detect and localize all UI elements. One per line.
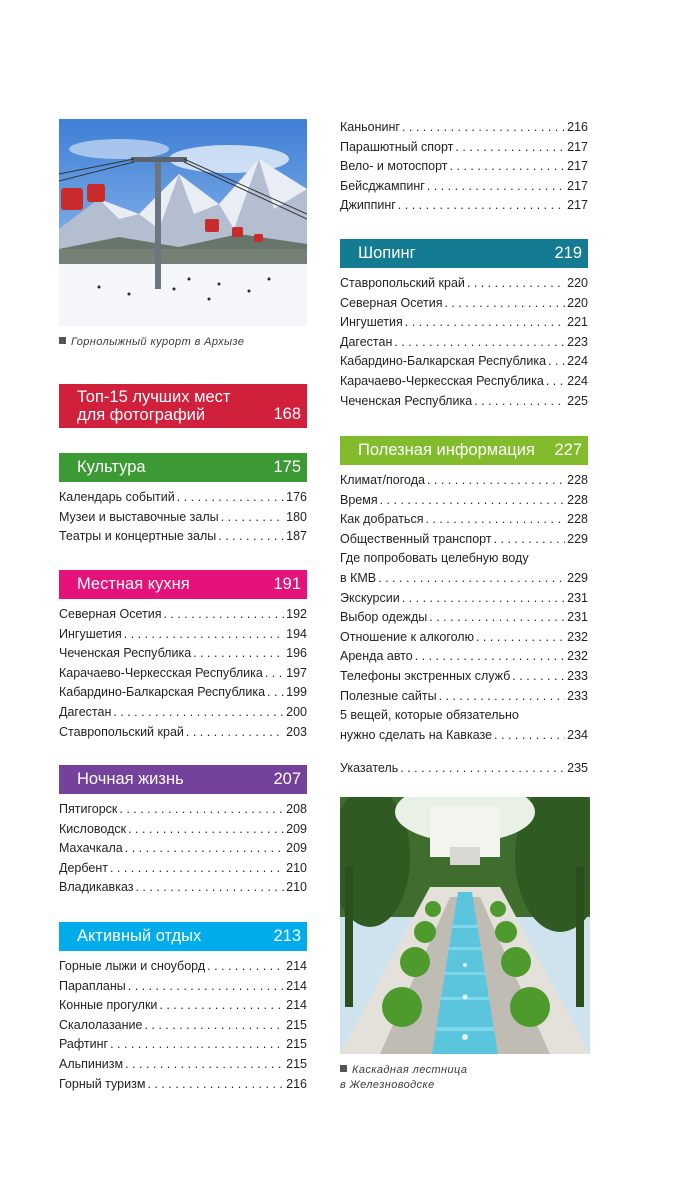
entry-title: Климат/погода [340,473,425,487]
entry-title-line2: нужно сделать на Кавказе [340,727,493,742]
entry-page: 217 [567,159,588,174]
entry-title: Выбор одежды [340,610,428,625]
entry-title: Музеи и выставочные залы [59,509,219,524]
entry-page: 225 [567,393,588,408]
top15-title-line1: Топ-15 лучших мест [77,388,231,406]
dot-leader [177,488,284,508]
entry-page: 200 [286,704,307,719]
entry-page: 214 [286,978,307,993]
section-nightlife-header[interactable] [59,765,307,794]
entry-title: Ставропольский край [340,276,465,290]
stairs-photo [340,797,590,1054]
cuisine-page: 191 [273,575,301,593]
entry-page: 199 [286,685,307,700]
entry-title: Время [340,492,378,507]
toc-entry[interactable] [59,839,307,859]
entry-page: 233 [567,688,588,703]
entry-title: Кабардино-Балкарская Республика [59,685,266,700]
dot-leader [380,491,566,511]
entry-title: Махачкала [59,841,123,856]
entry-page: 194 [286,626,307,641]
dot-leader [265,664,284,684]
dot-leader [221,508,285,528]
dot-leader [394,333,565,353]
entry-title: Дагестан [340,334,393,349]
toc-entry[interactable] [340,372,588,392]
dot-leader [110,859,284,879]
useful-title: Полезная информация [358,441,535,459]
entry-title: Экскурсии [340,590,400,605]
entry-title: Владикавказ [59,880,134,895]
dot-leader [147,1075,284,1095]
entry-page: 232 [567,649,588,664]
entry-title: Горный туризм [59,1076,146,1091]
toc-entry[interactable] [59,703,307,723]
toc-entry[interactable] [59,996,307,1016]
toc-entry[interactable] [340,471,588,491]
entry-title: Карачаево-Черкесская Республика [59,665,263,680]
toc-entry[interactable] [59,723,307,743]
entry-page: 187 [286,529,307,544]
dot-leader [193,644,284,664]
entry-page: 215 [286,1056,307,1071]
entry-page: 235 [567,761,588,775]
dot-leader [474,392,565,412]
entry-page: 214 [286,998,307,1013]
stairs-photo-block [340,797,588,1093]
entry-page: 224 [567,354,588,369]
entry-page: 231 [567,610,588,625]
cuisine-title: Местная кухня [77,575,190,593]
entry-page: 210 [286,880,307,895]
entry-title: Горные лыжи и сноуборд [59,959,206,973]
dot-leader [476,628,565,648]
entry-title: Каньонинг [340,120,400,134]
shopping-title: Шопинг [358,244,416,262]
dot-leader [512,667,565,687]
entry-line1 [340,549,588,569]
section-cuisine-header[interactable] [59,570,307,599]
toc-entry-multiline[interactable] [340,706,588,745]
dot-leader [207,957,284,977]
dot-leader [128,977,284,997]
dot-leader [439,687,566,707]
entry-title: Чеченская Республика [59,646,192,661]
entry-page: 228 [567,492,588,507]
section-active [59,922,307,1094]
entry-title: Общественный транспорт [340,531,492,546]
toc-entry[interactable] [59,800,307,820]
entry-title: Пятигорск [59,802,118,816]
toc-entry[interactable] [59,859,307,879]
entry-title: Дербент [59,860,108,875]
toc-entry[interactable] [59,488,307,508]
entry-page: 224 [567,373,588,388]
entry-title: Джиппинг [340,198,396,213]
nightlife-title: Ночная жизнь [77,770,184,788]
entry-title: Северная Осетия [59,607,162,621]
toc-entry[interactable] [59,527,307,547]
dot-leader [427,471,565,491]
entry-page: 192 [286,607,307,621]
left-column [59,119,307,1091]
useful-page: 227 [554,441,582,459]
dot-leader [444,294,565,314]
entry-page: 223 [567,334,588,349]
stairs-photo-caption [340,1063,588,1093]
section-top15-header[interactable] [59,384,307,428]
toc-entry[interactable] [340,608,588,628]
entry-page: 228 [567,473,588,487]
top15-page: 168 [273,405,301,423]
ski-resort-photo [59,119,307,326]
entry-title: Бейсджампинг [340,178,425,193]
toc-entry[interactable] [59,1016,307,1036]
entry-page: 210 [286,860,307,875]
dot-leader [546,372,565,392]
dot-leader [163,605,284,625]
entry-page: 233 [567,668,588,683]
section-culture-header[interactable] [59,453,307,482]
entry-title: Рафтинг [59,1037,109,1052]
entry-title: Карачаево-Черкесская Республика [340,373,544,388]
toc-entry[interactable] [340,352,588,372]
entry-title: Календарь событий [59,490,175,504]
entry-page: 209 [286,841,307,856]
entry-title: Указатель [340,761,399,775]
entry-page: 234 [567,727,588,742]
toc-entry[interactable] [340,491,588,511]
entry-page: 231 [567,590,588,605]
entry-page: 229 [567,570,588,585]
active-title: Активный отдых [77,927,202,945]
entry-page: 216 [286,1076,307,1091]
entry-title: Вело- и мотоспорт [340,159,448,174]
entry-title: Как добраться [340,512,424,527]
toc-entry-index[interactable] [340,759,588,779]
entry-page: 197 [286,665,307,680]
toc-entry[interactable] [340,687,588,707]
toc-entry[interactable] [59,683,307,703]
entry-title: Аренда авто [340,649,413,664]
entry-line1 [340,706,588,726]
entry-page: 217 [567,198,588,213]
ski-resort-image [59,119,307,326]
toc-entry-multiline[interactable] [340,549,588,588]
section-useful [340,436,588,745]
toc-entry[interactable] [340,667,588,687]
entry-page: 203 [286,724,307,739]
entry-title: Отношение к алкоголю [340,629,474,644]
entry-page: 208 [286,802,307,816]
entry-page: 214 [286,959,307,973]
toc-entry[interactable] [59,664,307,684]
entry-page: 209 [286,821,307,836]
entry-title: Кабардино-Балкарская Республика [340,354,547,369]
entry-title: Альпинизм [59,1056,124,1071]
toc-entry[interactable] [59,1055,307,1075]
toc-entry[interactable] [340,196,588,216]
culture-page: 175 [273,458,301,476]
toc-entry[interactable] [340,530,588,550]
toc-entry[interactable] [340,177,588,197]
entry-page: 220 [567,276,588,290]
entry-line2 [340,726,588,746]
toc-entry[interactable] [340,333,588,353]
entry-title: Северная Осетия [340,295,443,310]
dot-leader [400,759,565,779]
dot-leader [415,647,565,667]
useful-entries [340,471,588,745]
dot-leader [450,157,566,177]
dot-leader [429,608,565,628]
toc-entry[interactable] [59,820,307,840]
entry-page: 215 [286,1017,307,1032]
entry-page: 217 [567,178,588,193]
dot-leader [135,878,284,898]
entry-title: Ингушетия [340,315,403,330]
section-shopping [340,239,588,411]
toc-entry[interactable] [340,118,588,138]
toc-entry[interactable] [340,294,588,314]
shopping-page: 219 [554,244,582,262]
dot-leader [119,800,284,820]
section-active-header[interactable] [59,922,307,951]
cuisine-entries [59,605,307,742]
dot-leader [427,177,565,197]
entry-title: Театры и концертные залы [59,529,217,544]
entry-page: 229 [567,531,588,546]
toc-entry[interactable] [340,138,588,158]
entry-page: 217 [567,139,588,154]
toc-entry[interactable] [59,957,307,977]
dot-leader [125,1055,284,1075]
section-index [340,759,588,779]
toc-entry[interactable] [340,510,588,530]
entry-page: 228 [567,512,588,527]
stairs-caption-line1: Каскадная лестница [352,1064,468,1076]
toc-entry[interactable] [59,625,307,645]
section-culture [59,453,307,547]
entry-title: Ингушетия [59,626,122,641]
culture-title: Культура [77,458,146,476]
dot-leader [425,510,565,530]
caption-square-icon [340,1065,347,1072]
dot-leader [113,703,284,723]
toc-entry[interactable] [59,605,307,625]
cascade-stairs-image [340,797,590,1054]
toc-entry[interactable] [340,313,588,333]
active-entries [59,957,307,1094]
dot-leader [218,527,284,547]
entry-page: 180 [286,509,307,524]
entry-title: Телефоны экстренных служб [340,668,511,683]
active-page: 213 [273,927,301,945]
toc-entry[interactable] [340,628,588,648]
dot-leader [467,274,565,294]
entry-title: Парашютный спорт [340,139,454,154]
entry-page: 221 [567,315,588,330]
entry-page: 220 [567,295,588,310]
shopping-entries [340,274,588,411]
section-top15 [59,384,307,428]
toc-entry[interactable] [59,977,307,997]
dot-leader [405,313,565,333]
entry-title: Конные прогулки [59,998,158,1013]
toc-entry[interactable] [340,647,588,667]
dot-leader [455,138,565,158]
entry-title: 5 вещей, которые обязательно [340,708,519,723]
dot-leader [398,196,565,216]
dot-leader [186,723,284,743]
dot-leader [402,589,565,609]
entry-title: Полезные сайты [340,688,437,703]
culture-entries [59,488,307,547]
dot-leader [128,820,284,840]
dot-leader [267,683,284,703]
nightlife-page: 207 [273,770,301,788]
toc-entry[interactable] [59,644,307,664]
toc-entry[interactable] [59,1075,307,1095]
section-useful-header[interactable] [340,436,588,465]
entry-page: 216 [567,120,588,134]
entry-line2 [340,569,588,589]
section-nightlife [59,765,307,898]
dot-leader [378,569,565,589]
active-continued-entries [340,118,588,216]
entry-page: 196 [286,646,307,661]
dot-leader [494,530,566,550]
dot-leader [402,118,565,138]
section-active-continued [340,118,588,216]
toc-entry[interactable] [340,589,588,609]
section-shopping-header[interactable] [340,239,588,268]
ski-photo-caption [59,335,307,350]
toc-entry[interactable] [59,878,307,898]
dot-leader [159,996,284,1016]
dot-leader [494,726,565,746]
toc-entry[interactable] [340,274,588,294]
entry-title: Ставропольский край [59,724,184,739]
ski-caption-text: Горнолыжный курорт в Архызе [71,336,245,348]
entry-page: 176 [286,490,307,504]
toc-entry[interactable] [59,508,307,528]
caption-square-icon [59,337,66,344]
entry-title-line2: в КМВ [340,570,377,585]
entry-title: Кисловодск [59,821,127,836]
entry-page: 232 [567,629,588,644]
section-cuisine [59,570,307,742]
entry-title: Парапланы [59,978,126,993]
entry-title: Чеченская Республика [340,393,473,408]
dot-leader [124,625,284,645]
stairs-caption-line2: в Железноводске [340,1079,435,1091]
toc-entry[interactable] [340,392,588,412]
dot-leader [125,839,284,859]
dot-leader [144,1016,284,1036]
toc-entry[interactable] [59,1035,307,1055]
top15-title-line2: для фотографий [77,406,206,424]
dot-leader [548,352,565,372]
entry-title: Дагестан [59,704,112,719]
entry-title: Скалолазание [59,1017,143,1032]
nightlife-entries [59,800,307,898]
entry-page: 215 [286,1037,307,1052]
entry-title: Где попробовать целебную воду [340,551,529,566]
dot-leader [110,1035,284,1055]
toc-entry[interactable] [340,157,588,177]
